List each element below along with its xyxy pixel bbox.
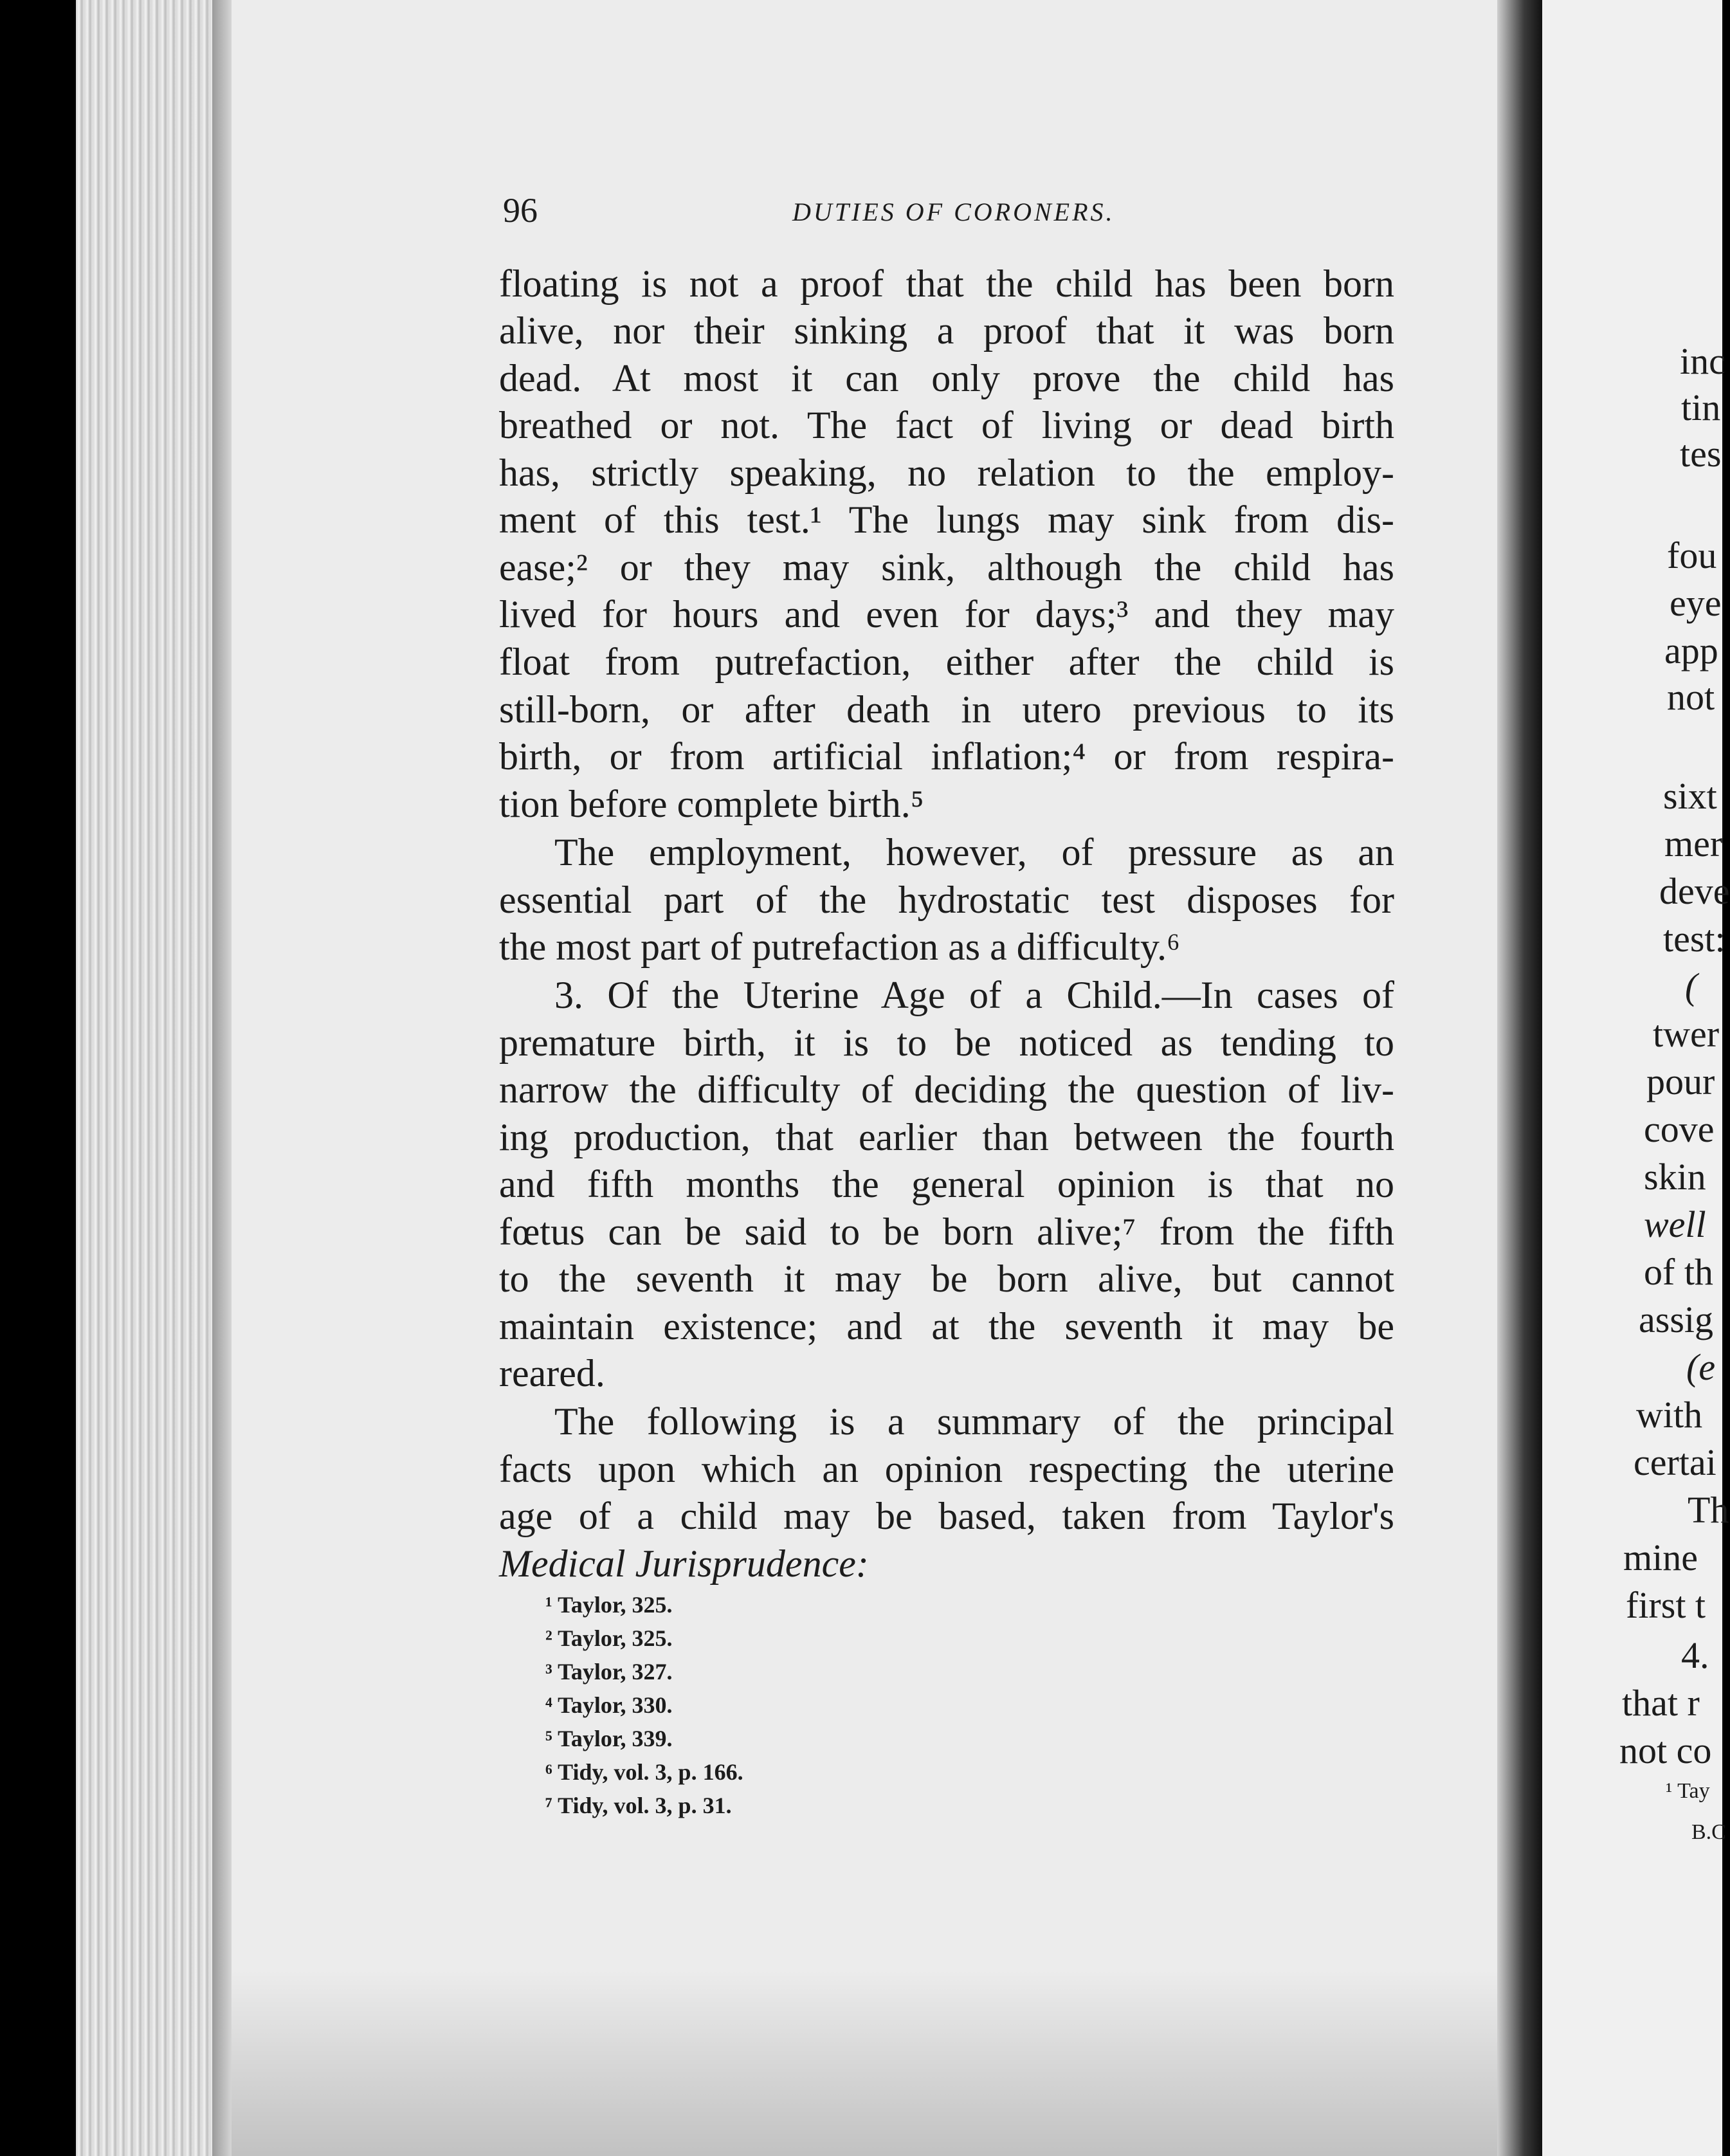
right-page-fragment: (e — [1686, 1346, 1716, 1388]
right-page-fragment: cove — [1644, 1108, 1715, 1150]
right-page-fragment: first t — [1626, 1584, 1706, 1626]
footnote: ⁵ Taylor, 339. — [545, 1726, 673, 1751]
body-line: floating is not a proof that the child has been born — [499, 262, 1394, 305]
right-page-fragment: not co — [1619, 1730, 1712, 1771]
page-number: 96 — [503, 191, 538, 230]
body-line: alive, nor their sinking a proof that it was born — [499, 309, 1394, 352]
right-page-fragment: eye — [1670, 582, 1722, 624]
footnote: ³ Taylor, 327. — [545, 1659, 673, 1685]
page-edge-leaves — [76, 0, 224, 2156]
body-line: The following is a summary of the principal — [554, 1400, 1394, 1443]
right-page-fragment: tes — [1680, 433, 1722, 475]
body-line: lived for hours and even for days;³ and they may — [499, 593, 1394, 635]
right-page-fragment: skin — [1644, 1156, 1706, 1198]
right-page-fragment: mer — [1664, 823, 1723, 864]
right-page-fragment: 4. — [1681, 1634, 1709, 1676]
body-line: still-born, or after death in utero previous to its — [499, 688, 1394, 731]
body-line: dead. At most it can only prove the child has — [499, 357, 1394, 399]
right-page-fragment: that r — [1622, 1682, 1700, 1724]
footnote: ⁴ Taylor, 330. — [545, 1692, 673, 1718]
right-page-fragment: Th — [1688, 1489, 1729, 1531]
right-page-fragment: inc — [1680, 340, 1725, 382]
body-line: narrow the difficulty of deciding the question of liv- — [499, 1068, 1394, 1111]
body-line: premature birth, it is to be noticed as tending to — [499, 1021, 1394, 1064]
body-line: The employment, however, of pressure as an — [554, 831, 1394, 873]
footnote: ² Taylor, 325. — [545, 1625, 673, 1651]
right-page-fragment: ( — [1685, 965, 1698, 1007]
right-page-fragment: certai — [1634, 1441, 1716, 1483]
body-line: reared. — [499, 1352, 605, 1394]
body-line: maintain existence; and at the seventh it may be — [499, 1305, 1394, 1348]
body-line: ing production, that earlier than between the fourth — [499, 1116, 1394, 1158]
body-line: Medical Jurisprudence: — [499, 1542, 869, 1585]
right-page-fragment: test: — [1663, 918, 1725, 960]
body-line: to the seventh it may be born alive, but cannot — [499, 1257, 1394, 1300]
right-page-fragment: not — [1667, 676, 1715, 718]
right-page-fragment: fou — [1667, 534, 1717, 576]
body-line: has, strictly speaking, no relation to the employ- — [499, 452, 1394, 494]
right-page-fragment: sixt — [1663, 775, 1717, 817]
right-page-fragment: mine — [1623, 1537, 1698, 1578]
right-page-fragment: B.C — [1691, 1820, 1726, 1844]
right-page-fragment: pour — [1646, 1061, 1715, 1102]
body-line: and fifth months the general opinion is that no — [499, 1163, 1394, 1205]
footnote: ⁷ Tidy, vol. 3, p. 31. — [545, 1793, 732, 1818]
right-page-fragment: app — [1664, 630, 1718, 671]
body-line: fœtus can be said to be born alive;⁷ from the fifth — [499, 1210, 1394, 1253]
right-page-fragment: twer — [1653, 1013, 1720, 1055]
right-page-fragment: ¹ Tay — [1666, 1779, 1710, 1803]
right-page-fragment: tin — [1681, 387, 1721, 428]
right-page-fragment: assig — [1639, 1299, 1713, 1340]
right-page-fragment: well — [1644, 1203, 1706, 1245]
running-title: DUTIES OF CORONERS. — [792, 197, 1115, 226]
body-line: facts upon which an opinion respecting the uterine — [499, 1448, 1394, 1490]
body-line: birth, or from artificial inflation;⁴ or from respira- — [499, 735, 1394, 778]
body-line: tion before complete birth.⁵ — [499, 783, 924, 825]
body-line: age of a child may be based, taken from Taylor's — [499, 1495, 1394, 1537]
body-line: essential part of the hydrostatic test disposes for — [499, 879, 1394, 921]
body-line: the most part of putrefaction as a difficulty.⁶ — [499, 926, 1180, 968]
footnote: ⁶ Tidy, vol. 3, p. 166. — [545, 1759, 743, 1785]
right-page-fragment: of th — [1644, 1251, 1713, 1293]
footnote: ¹ Taylor, 325. — [545, 1592, 673, 1618]
body-line: ment of this test.¹ The lungs may sink from dis- — [499, 498, 1394, 541]
right-page-fragment: with — [1636, 1394, 1703, 1436]
body-line: ease;² or they may sink, although the child has — [499, 546, 1394, 589]
body-line: float from putrefaction, either after the child is — [499, 641, 1394, 683]
body-line: 3. Of the Uterine Age of a Child.—In cases of — [554, 974, 1394, 1016]
body-line: breathed or not. The fact of living or dead birth — [499, 404, 1394, 446]
book-gutter — [1497, 0, 1542, 2156]
page-shade — [232, 1969, 1531, 2156]
right-page-fragment: deve — [1659, 870, 1730, 912]
